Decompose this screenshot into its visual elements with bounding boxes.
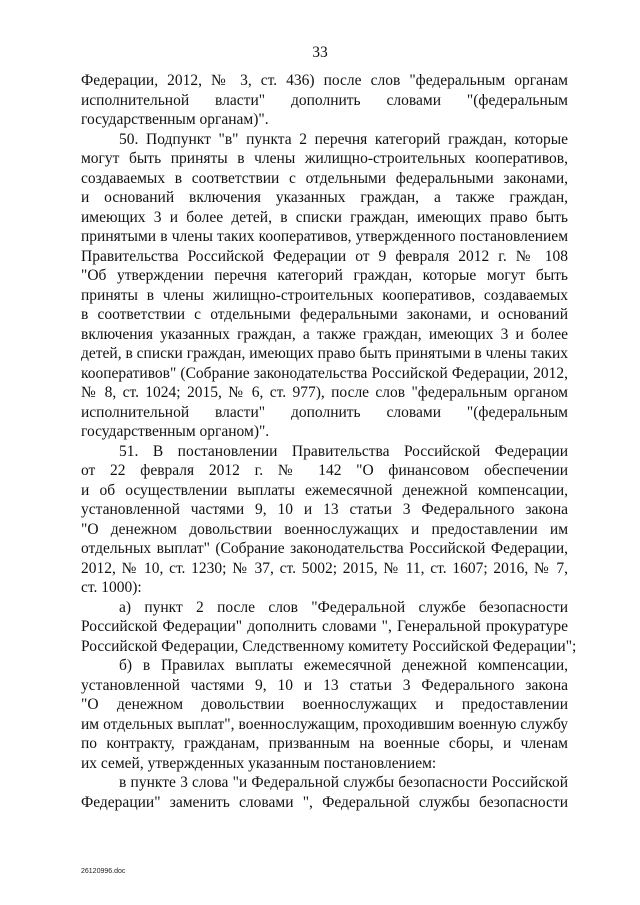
text-line: создаваемых в соответствии с отдельными федеральными законами,: [81, 169, 568, 187]
text-line: Российской Федерации, Следственному комитету Российской Федерации";: [81, 637, 577, 655]
text-line: и об осуществлении выплаты ежемесячной денежной компенсации,: [81, 481, 568, 499]
text-line: установленной частями 9, 10 и 13 статьи 3 Федерального закона: [81, 676, 568, 694]
text-line: б) в Правилах выплаты ежемесячной денежной компенсации,: [119, 657, 568, 674]
text-line: "Об утверждении перечня категорий граждан, которые могут быть: [81, 267, 568, 284]
text-line: государственным органом)".: [81, 423, 270, 440]
text-line: включения указанных граждан, а также граждан, имеющих 3 и более: [81, 325, 568, 343]
text-line: исполнительной власти" дополнить словами "(федеральным: [81, 403, 568, 421]
text-line: им отдельных выплат", военнослужащим, проходившим военную службу: [81, 715, 568, 733]
text-line: принятыми в члены таких кооперативов, утвержденного постановлением: [81, 228, 568, 245]
text-line: и оснований включения указанных граждан, а также граждан,: [81, 189, 568, 206]
text-line: в соответствии с отдельными федеральными законами, и оснований: [81, 306, 568, 323]
text-line: их семей, утвержденных указанным постановлением:: [81, 754, 437, 772]
text-line: 50. Подпункт "в" пункта 2 перечня категорий граждан, которые: [119, 130, 568, 148]
text-line: в пункте 3 слова "и Федеральной службы безопасности Российской: [119, 774, 568, 791]
text-line: по контракту, гражданам, призванным на военные сборы, и членам: [81, 735, 568, 752]
text-line: Правительства Российской Федерации от 9 февраля 2012 г. № 108: [81, 247, 568, 265]
text-line: № 8, ст. 1024; 2015, № 6, ст. 977), после слов "федеральным органом: [81, 384, 568, 401]
text-line: Российской Федерации" дополнить словами ", Генеральной прокуратуре: [81, 618, 568, 635]
text-line: детей, в списки граждан, имеющих право быть принятыми в члены таких: [81, 345, 568, 362]
text-line: отдельных выплат" (Собрание законодательства Российской Федерации,: [81, 540, 568, 557]
text-line: а) пункт 2 после слов "Федеральной службе безопасности: [119, 598, 568, 616]
text-line: от 22 февраля 2012 г. № 142 "О финансовом обеспечении: [81, 462, 568, 479]
text-line: государственным органам)".: [81, 111, 269, 128]
text-line: исполнительной власти" дополнить словами "(федеральным: [81, 91, 568, 109]
text-line: "О денежном довольствии военнослужащих и предоставлении им: [81, 520, 568, 538]
page-number: 33: [312, 44, 328, 61]
text-line: 51. В постановлении Правительства Российской Федерации: [119, 442, 568, 460]
document-filename: 26120996.doc: [81, 868, 126, 875]
text-line: кооперативов" (Собрание законодательства Российской Федерации, 2012,: [81, 364, 568, 382]
text-line: ст. 1000):: [81, 579, 142, 596]
text-line: Федерации, 2012, № 3, ст. 436) после слов "федеральным органам: [81, 72, 568, 89]
text-line: установленной частями 9, 10 и 13 статьи 3 Федерального закона: [81, 501, 568, 518]
document-body: [81, 71, 577, 812]
text-line: имеющих 3 и более детей, в списки граждан, имеющих право быть: [81, 208, 568, 226]
text-line: 2012, № 10, ст. 1230; № 37, ст. 5002; 2015, № 11, ст. 1607; 2016, № 7,: [81, 559, 568, 577]
text-line: Федерации" заменить словами ", Федеральной службы безопасности: [81, 793, 568, 811]
text-line: "О денежном довольствии военнослужащих и предоставлении: [81, 696, 568, 713]
text-line: приняты в члены жилищно-строительных кооперативов, создаваемых: [81, 286, 568, 304]
text-line: могут быть приняты в члены жилищно-строительных кооперативов,: [81, 150, 568, 167]
